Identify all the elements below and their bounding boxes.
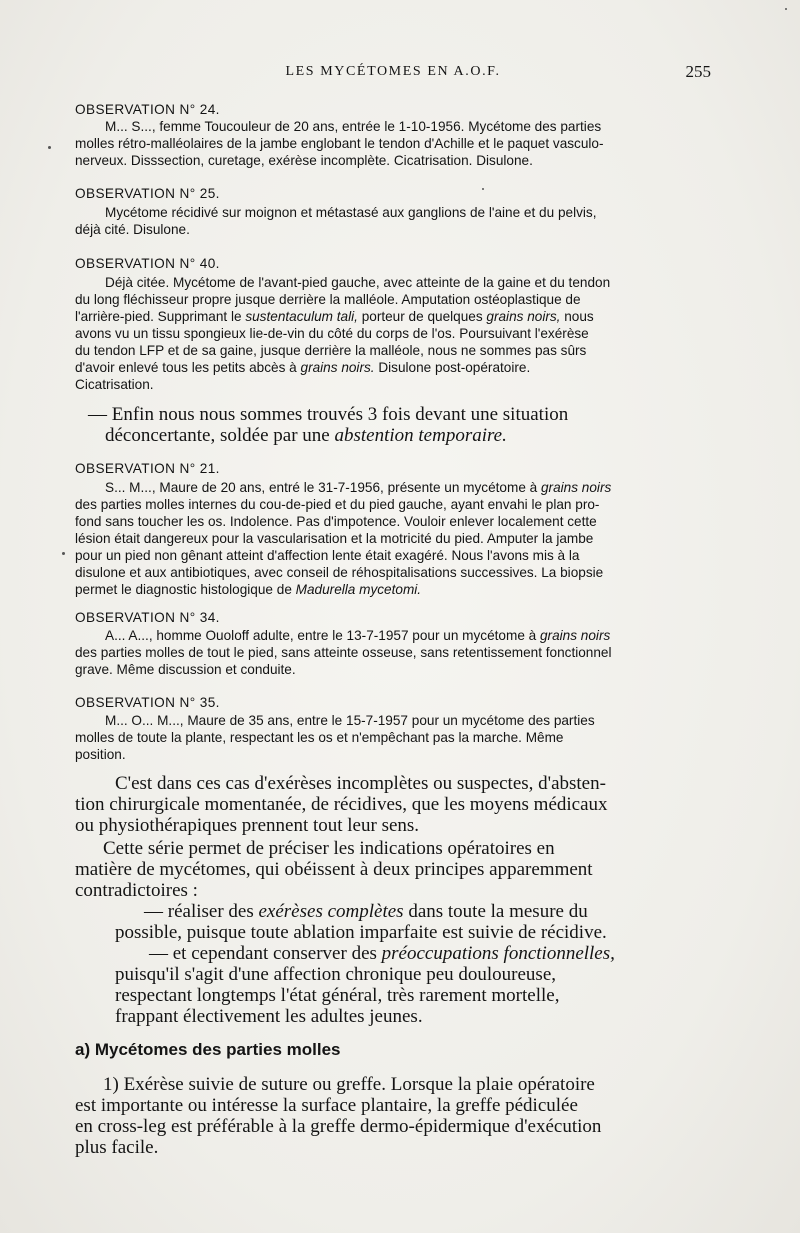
observation-34-text — [75, 627, 705, 678]
running-head-title: LES MYCÉTOMES EN A.O.F. — [285, 64, 501, 79]
italic-run: abstention temporaire. — [334, 425, 507, 446]
scan-speck — [482, 188, 484, 190]
paragraph-1 — [75, 773, 705, 836]
scan-speck — [62, 552, 65, 555]
observation-24-heading: OBSERVATION N° 24. — [75, 102, 220, 117]
intro-paragraph — [88, 404, 718, 446]
text-line — [75, 943, 705, 964]
text-line: fond sans toucher les os. Indolence. Pas d'impotence. Vouloir enlever localement cette — [75, 514, 597, 529]
text-run: A... A..., homme Ouoloff adulte, entre le 13-7-1957 pour un mycétome à — [105, 628, 540, 643]
page-number: 255 — [685, 62, 711, 81]
section-heading: a) Mycétomes des parties molles — [75, 1040, 341, 1059]
observation-40-text — [75, 274, 705, 393]
text-run: déconcertante, soldée par une — [105, 425, 335, 446]
observation-25-heading: OBSERVATION N° 25. — [75, 186, 220, 201]
italic-run: grains noirs. — [300, 360, 375, 375]
text-line: du long fléchisseur propre jusque derrière la malléole. Amputation ostéoplastique de — [75, 292, 581, 307]
italic-run: grains noirs — [540, 628, 611, 643]
text-line: M... S..., femme Toucouleur de 20 ans, entrée le 1-10-1956. Mycétome des parties — [105, 119, 602, 134]
text-line: Mycétome récidivé sur moignon et métastasé aux ganglions de l'aine et du pelvis, — [105, 205, 597, 220]
text-run: permet le diagnostic histologique de — [75, 582, 296, 597]
scan-speck — [785, 8, 787, 10]
text-line — [75, 479, 705, 496]
text-line: ou physiothérapiques prennent tout leur sens. — [75, 815, 420, 836]
paragraph-3 — [75, 1074, 705, 1158]
italic-run: grains noirs, — [486, 309, 561, 324]
text-line: M... O... M..., Maure de 35 ans, entre le 15-7-1957 pour un mycétome des parties — [105, 713, 595, 728]
text-line — [88, 425, 718, 446]
observation-40-heading: OBSERVATION N° 40. — [75, 256, 220, 271]
observation-21-text — [75, 479, 705, 598]
paragraph-2 — [75, 838, 705, 1027]
text-line: pour un pied non gênant atteint d'affection lente était exagéré. Nous l'avons mis à la — [75, 548, 580, 563]
text-line: grave. Même discussion et conduite. — [75, 662, 296, 677]
text-run: Disulone post-opératoire. — [374, 360, 531, 375]
text-line: puisqu'il s'agit d'une affection chronique peu douloureuse, — [115, 964, 557, 985]
text-line: en cross-leg est préférable à la greffe dermo-épidermique d'exécution — [75, 1116, 602, 1137]
text-run: — réaliser des — [144, 901, 259, 922]
text-run: porteur de quelques — [357, 309, 487, 324]
observation-21-heading: OBSERVATION N° 21. — [75, 461, 220, 476]
observation-34-heading: OBSERVATION N° 34. — [75, 610, 220, 625]
text-line: Cette série permet de préciser les indications opératoires en — [103, 838, 555, 859]
italic-run: exérèses complètes — [258, 901, 404, 922]
text-run: — et cependant conserver des — [149, 943, 382, 964]
text-line: frappant électivement les adultes jeunes. — [115, 1006, 423, 1027]
text-line: des parties molles de tout le pied, sans atteinte osseuse, sans retentissement fonctionnel — [75, 645, 612, 660]
text-line: déjà cité. Disulone. — [75, 222, 190, 237]
text-line: matière de mycétomes, qui obéissent à deux principes apparemment — [75, 859, 593, 880]
observation-35-heading: OBSERVATION N° 35. — [75, 695, 220, 710]
text-line: — Enfin nous nous sommes trouvés 3 fois devant une situation — [88, 404, 569, 425]
text-line: Déjà citée. Mycétome de l'avant-pied gauche, avec atteinte de la gaine et du tendon — [105, 275, 611, 290]
text-line: avons vu un tissu spongieux lie-de-vin du côté du corps de l'os. Poursuivant l'exérèse — [75, 326, 589, 341]
running-head — [75, 62, 711, 84]
scan-speck — [48, 146, 51, 149]
text-line: disulone et aux antibiotiques, avec conseil de réhospitalisations successives. La biopsie — [75, 565, 604, 580]
text-line — [75, 308, 705, 325]
text-line — [75, 359, 705, 376]
text-line: 1) Exérèse suivie de suture ou greffe. Lorsque la plaie opératoire — [103, 1074, 595, 1095]
text-run: l'arrière-pied. Supprimant le — [75, 309, 246, 324]
text-line: respectant longtemps l'état général, très rarement mortelle, — [115, 985, 560, 1006]
text-line: C'est dans ces cas d'exérèses incomplètes ou suspectes, d'absten- — [115, 773, 606, 794]
observation-24-text — [75, 118, 705, 169]
text-line: tion chirurgicale momentanée, de récidives, que les moyens médicaux — [75, 794, 608, 815]
italic-run: Madurella mycetomi. — [295, 582, 422, 597]
text-run: d'avoir enlevé tous les petits abcès à — [75, 360, 301, 375]
text-line: du tendon LFP et de sa gaine, jusque derrière la malléole, nous ne sommes pas sûrs — [75, 343, 587, 358]
text-line: est importante ou intéresse la surface plantaire, la greffe pédiculée — [75, 1095, 578, 1116]
text-line: nerveux. Disssection, curetage, exérèse incomplète. Cicatrisation. Disulone. — [75, 153, 533, 168]
italic-run: sustentaculum tali, — [245, 309, 358, 324]
text-line: Cicatrisation. — [75, 377, 154, 392]
observation-35-text — [75, 712, 705, 763]
text-line: molles rétro-malléolaires de la jambe englobant le tendon d'Achille et le paquet vasculo- — [75, 136, 604, 151]
italic-run: préoccupations fonctionnelles, — [381, 943, 615, 964]
text-line: contradictoires : — [75, 880, 198, 901]
text-run: S... M..., Maure de 20 ans, entré le 31-7-1956, présente un mycétome à — [105, 480, 541, 495]
text-line: molles de toute la plante, respectant les os et n'empêchant pas la marche. Même — [75, 730, 564, 745]
text-line — [75, 581, 705, 598]
text-line: des parties molles internes du cou-de-pied et du pied gauche, ayant envahi le plan pro- — [75, 497, 600, 512]
text-line: lésion était dangereux pour la vascularisation et la motricité du pied. Amputer la jambe — [75, 531, 594, 546]
observation-25-text — [75, 204, 705, 238]
text-line: possible, puisque toute ablation imparfaite est suivie de récidive. — [115, 922, 607, 943]
text-line: plus facile. — [75, 1137, 159, 1158]
text-run: dans toute la mesure du — [403, 901, 588, 922]
text-line — [75, 627, 705, 644]
text-line — [75, 901, 705, 922]
text-run: nous — [560, 309, 594, 324]
italic-run: grains noirs — [541, 480, 612, 495]
text-line: position. — [75, 747, 126, 762]
